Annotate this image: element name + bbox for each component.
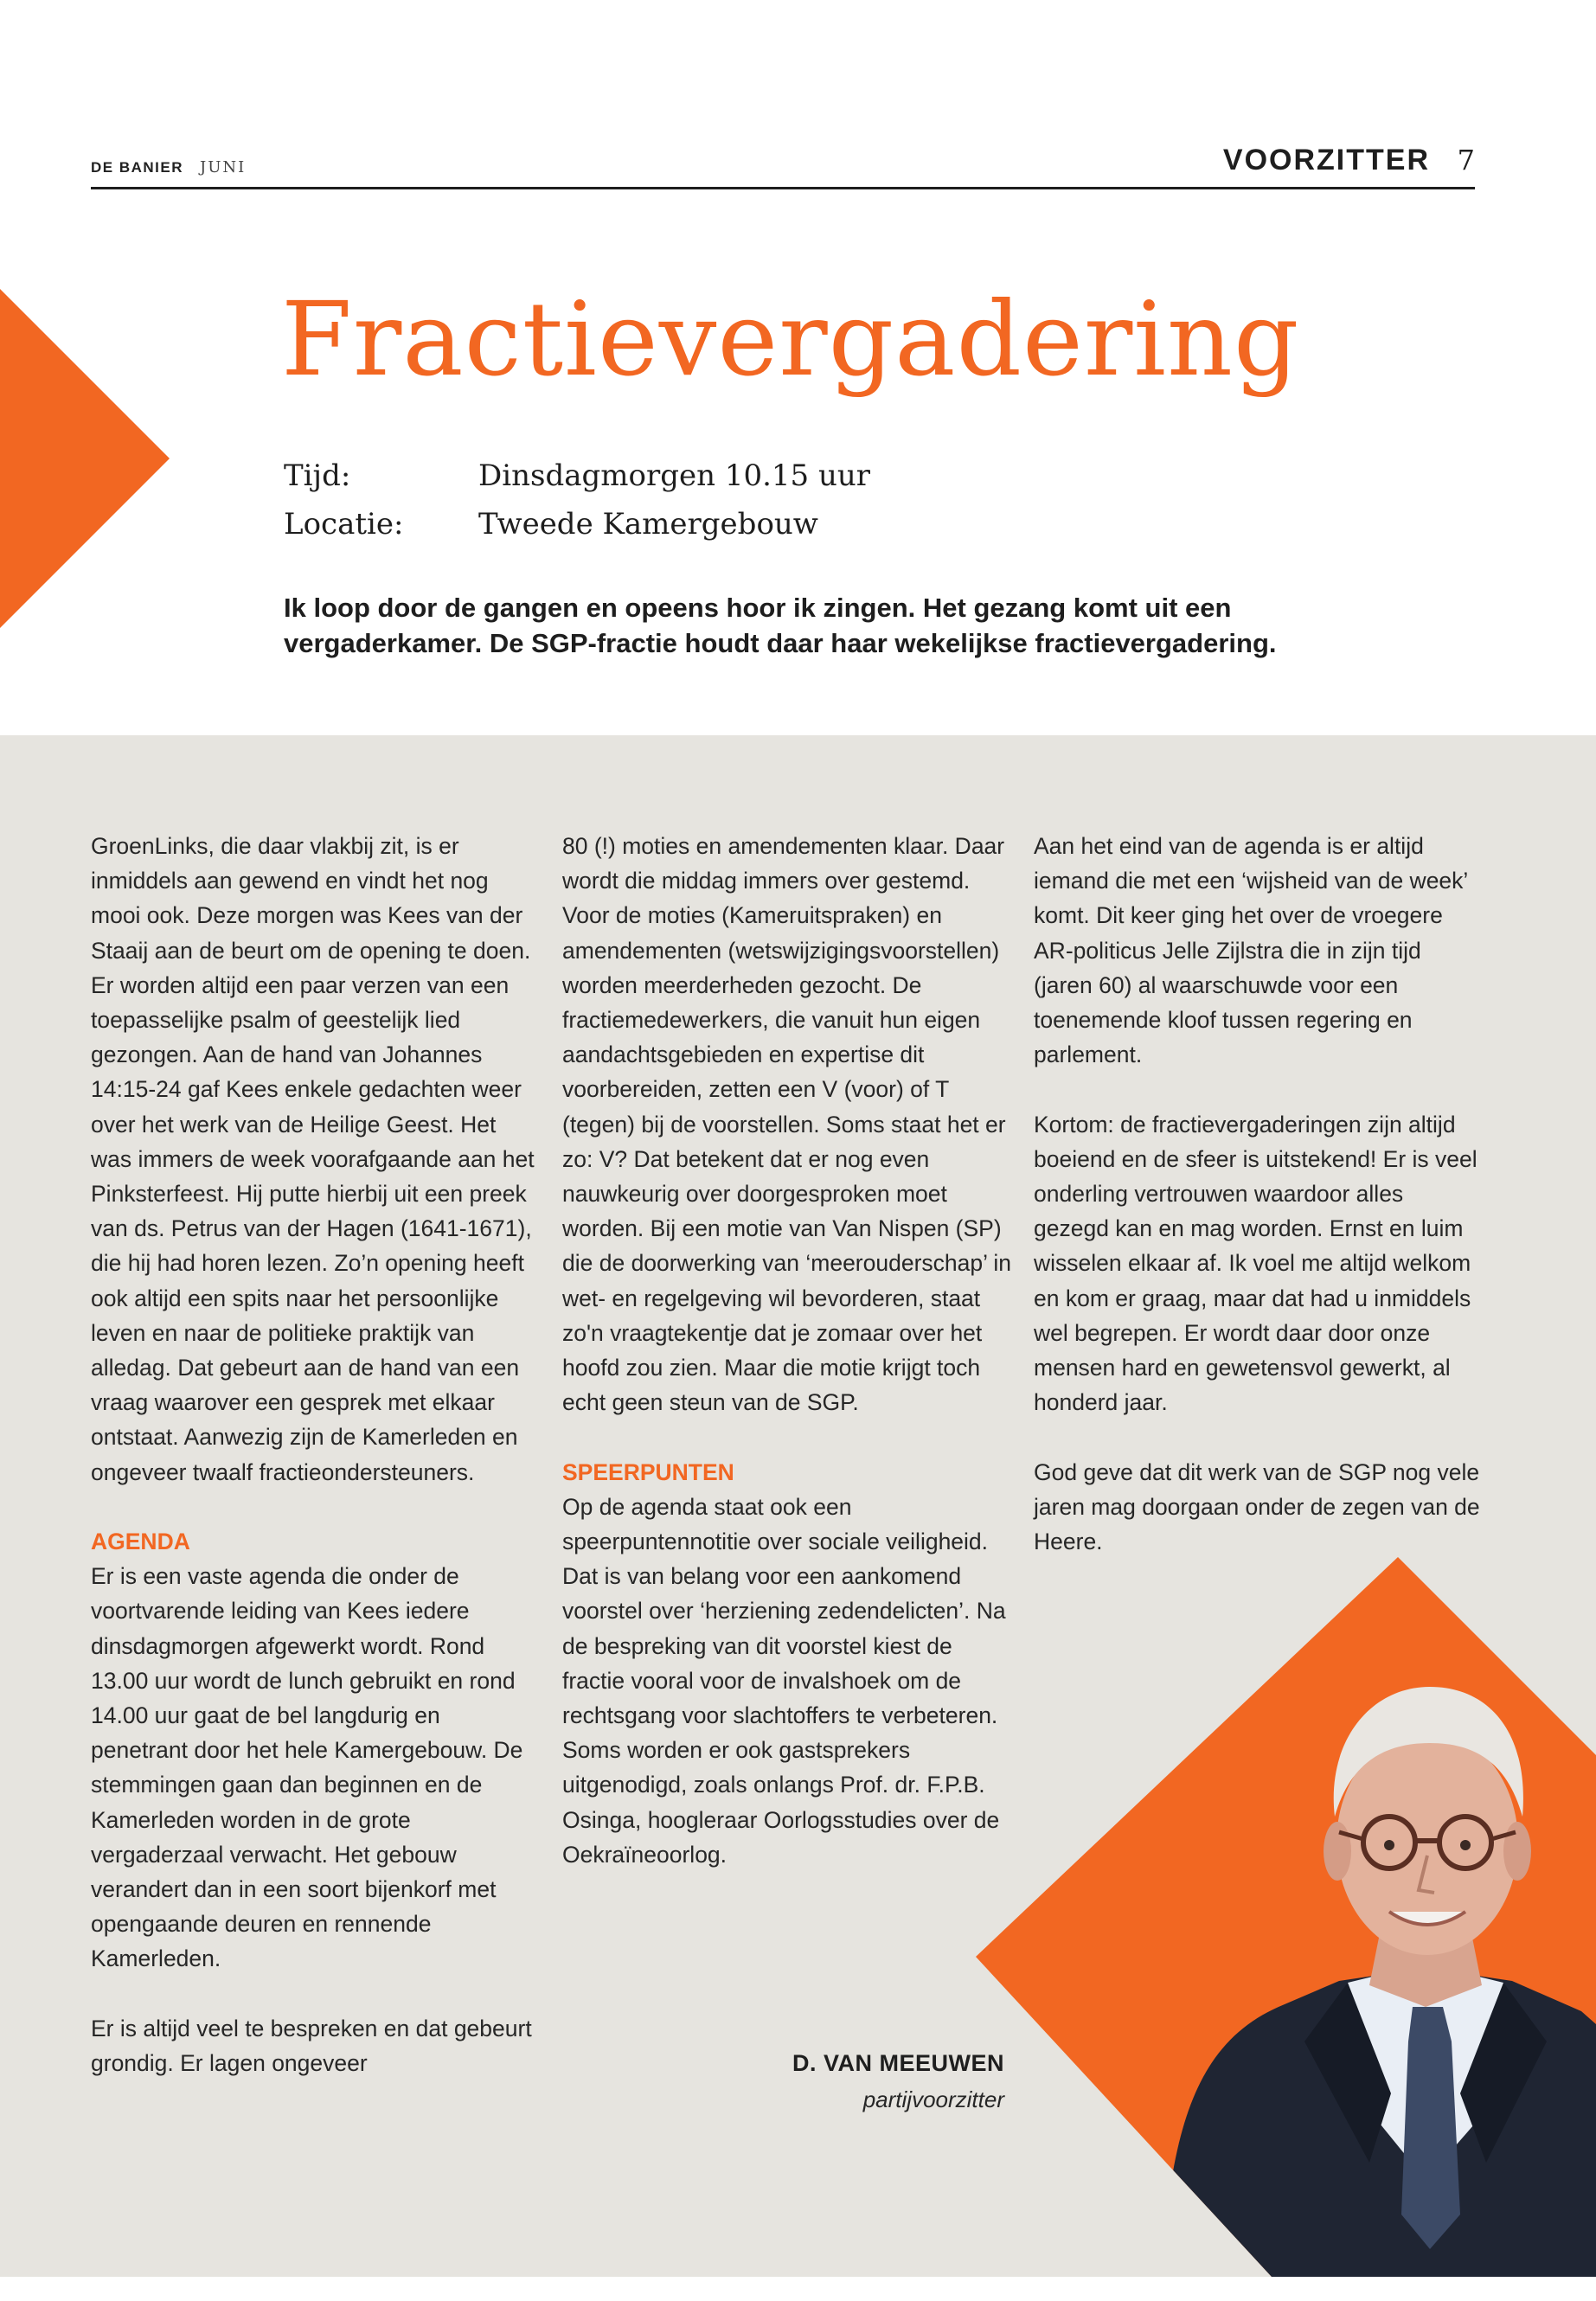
- paragraph: GroenLinks, die daar vlakbij zit, is er inmiddels aan gewend en vindt het nog mooi ook. Deze morgen was Kees van der Staaij aan de beurt om de opening te doen. Er worden altijd een paar verzen van een toepasselijke psalm of geestelijk lied gezongen. Aan de hand van Johannes 14:15-24 gaf Kees enkele gedachten weer over het werk van de Heilige Geest. Het was immers de week voorafgaande aan het Pinksterfeest. Hij putte hierbij uit een preek van ds. Petrus van der Hagen (1641-1671), die hij had horen lezen. Zo’n opening heeft ook altijd een spits naar het persoonlijke leven en naar de politieke praktijk van alledag. Dat gebeurt aan de hand van een vraag waarover een gesprek met elkaar ontstaat. Aanwezig zijn de Kamerleden en ongeveer twaalf fractieondersteuners.: [91, 833, 535, 1485]
- page-number: 7: [1457, 144, 1475, 176]
- orange-triangle-decoration: [0, 289, 170, 628]
- article-title: Fractievergadering: [281, 279, 1300, 399]
- meta-location-label: Locatie:: [284, 507, 404, 542]
- meta-time-value: Dinsdagmorgen 10.15 uur: [478, 458, 871, 493]
- paragraph: Aan het eind van de agenda is er altijd iemand die met een ‘wijsheid van de week’ komt. Dit keer ging het over de vroegere AR-politicus Jelle Zijlstra die in zijn tijd (jaren 60) al waarschuwde voor een toenemende kloof tussen regering en parlement.: [1034, 833, 1468, 1068]
- section-heading-agenda: AGENDA: [91, 1529, 190, 1555]
- author-name: D. VAN MEEUWEN: [792, 2050, 1004, 2076]
- paragraph: 80 (!) moties en amendementen klaar. Daar wordt die middag immers over gestemd. Voor de moties (Kameruitspraken) en amendementen (wetswijzigingsvoorstellen) worden meerderheden gezocht. De fractiemedewerkers, die vanuit hun eigen aandachtsgebieden en expertise dit voorbereiden, zetten een V (voor) of T (tegen) bij de voorstellen. Soms staat het er zo: V? Dat betekent dat er nog even nauwkeurig over doorgesproken moet worden. Bij een motie van Van Nispen (SP) die de doorwerking van ‘meerouderschap’ in wet- en regelgeving wil bevorderen, staat zo'n vraagtekentje dat je zomaar over het hoofd zou zien. Maar die motie krijgt toch echt geen steun van de SGP.: [562, 833, 1012, 1416]
- issue-month: JUNI: [200, 158, 247, 176]
- paragraph: Kortom: de fractievergaderingen zijn altijd boeiend en de sfeer is uitstekend! Er is veel onderling vertrouwen waardoor alles gezegd kan en mag worden. Ernst en luim wisselen elkaar af. Ik voel me altijd welkom en kom er graag, maar dat had u inmiddels wel begrepen. Er wordt daar door onze mensen hard en gewetensvol gewerkt, al honderd jaar.: [1034, 1111, 1477, 1416]
- paragraph: Er is een vaste agenda die onder de voortvarende leiding van Kees iedere dinsdagmorgen afgewerkt wordt. Rond 13.00 uur wordt de lunch gebruikt en rond 14.00 uur gaat de bel langdurig en penetrant door het hele Kamergebouw. De stemmingen gaan dan beginnen en de Kamerleden worden in de grote vergaderzaal verwacht. Het gebouw verandert dan in een soort bijenkorf met opengaande deuren en rennende Kamerleden.: [91, 1563, 523, 1972]
- section-heading-speerpunten: SPEERPUNTEN: [562, 1458, 734, 1485]
- portrait-tie: [1401, 2007, 1460, 2249]
- author-portrait-image: [976, 1557, 1596, 2277]
- section-title: VOORZITTER: [1222, 144, 1430, 176]
- body-column-2: [562, 829, 1012, 1907]
- body-column-3: [1034, 829, 1484, 1593]
- paragraph: Er is altijd veel te bespreken en dat gebeurt grondig. Er lagen ongeveer: [91, 2015, 532, 2077]
- header-rule: [91, 187, 1475, 189]
- publication-name: DE BANIER: [91, 159, 184, 176]
- meta-time-label: Tijd:: [284, 458, 351, 493]
- page-header: [91, 138, 1475, 190]
- meta-location-value: Tweede Kamergebouw: [478, 507, 818, 542]
- paragraph: Op de agenda staat ook een speerpuntennotitie over sociale veiligheid. Dat is van belang voor een aankomend voorstel over ‘herziening zedendelicten’. Na de bespreking van dit voorstel kiest de fractie vooral voor de invalshoek om de rechtsgang voor slachtoffers te verbeteren. Soms worden er ook gastsprekers uitgenodigd, zoals onlangs Prof. dr. F.P.B. Osinga, hoogleraar Oorlogsstudies over de Oekraïneoorlog.: [562, 1493, 1006, 1868]
- article-intro: Ik loop door de gangen en opeens hoor ik zingen. Het gezang komt uit een vergaderkamer. De SGP-fractie houdt daar haar wekelijkse fractievergadering.: [284, 593, 1277, 658]
- author-role: partijvoorzitter: [862, 2086, 1004, 2112]
- paragraph: God geve dat dit werk van de SGP nog vele jaren mag doorgaan onder de zegen van de Heere.: [1034, 1458, 1480, 1555]
- body-column-1: [91, 829, 541, 2115]
